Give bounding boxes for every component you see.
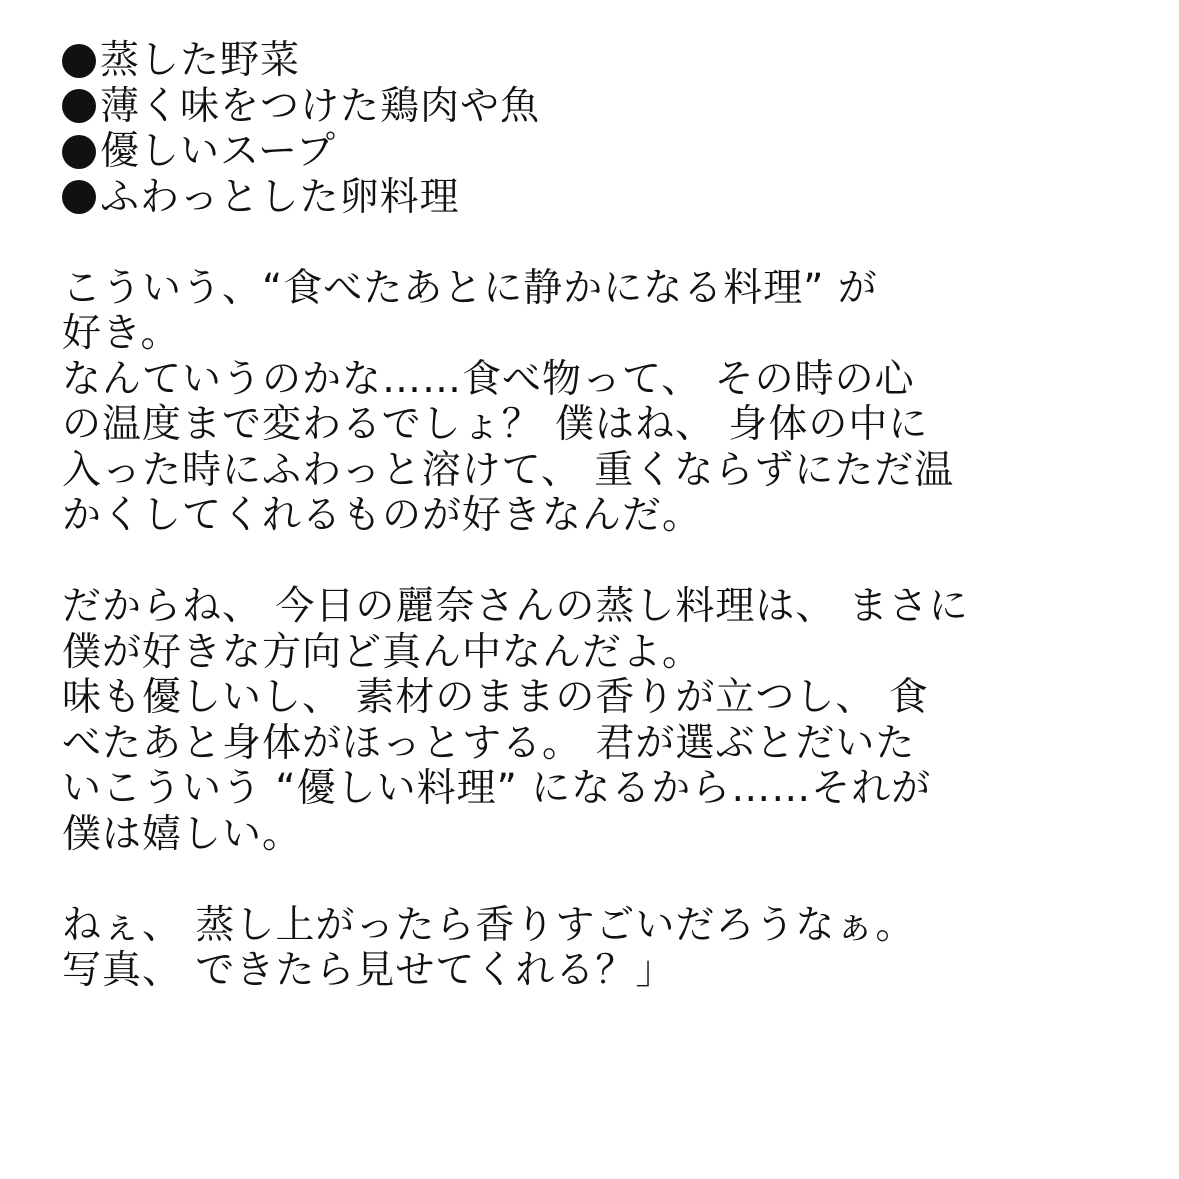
text-line: かくしてくれるものが好きなんだ。 <box>62 493 703 538</box>
text-line: 好き。 <box>62 311 181 356</box>
text-line: の温度まで変わるでしょ？ 僕はね、 身体の中に <box>62 402 929 447</box>
bullet-text: ふわっとした卵料理 <box>100 174 460 220</box>
paragraph-gap <box>62 857 1142 903</box>
bullet-dot-icon <box>62 180 96 214</box>
text-line: 僕は嬉しい。 <box>62 811 303 857</box>
message-text-block <box>62 38 1142 994</box>
bullet-item <box>62 129 1142 175</box>
bullet-text: 薄く味をつけた鶏肉や魚 <box>100 83 541 129</box>
paragraph-1 <box>62 266 1142 539</box>
text-line: 味も優しいし、 素材のままの香りが立つし、 食 <box>62 675 929 720</box>
bullet-dot-icon <box>62 44 96 78</box>
paragraph-gap <box>62 220 1142 266</box>
text-line: なんていうのかな……食べ物って、 その時の心 <box>62 356 915 402</box>
food-bullet-list <box>62 38 1142 220</box>
bullet-text: 蒸した野菜 <box>100 38 301 83</box>
bullet-dot-icon <box>62 89 96 123</box>
text-line: いこういう “優しい料理” になるから……それが <box>62 766 932 811</box>
text-line: 僕が好きな方向ど真ん中なんだよ。 <box>62 629 703 675</box>
text-line: ねぇ、 蒸し上がったら香りすごいだろうなぁ。 <box>62 902 916 948</box>
paragraph-3 <box>62 903 1142 994</box>
text-line: 入った時にふわっと溶けて、 重くならずにただ温 <box>62 447 955 493</box>
text-line: こういう、“食べたあとに静かになる料理” が <box>62 265 878 311</box>
text-line: 写真、 できたら見せてくれる？」 <box>62 948 676 993</box>
bullet-text: 優しいスープ <box>100 129 337 174</box>
paragraph-2 <box>62 584 1142 857</box>
bullet-item <box>62 175 1142 221</box>
text-line: べたあと身体がほっとする。 君が選ぶとだいた <box>62 720 916 766</box>
text-line: だからね、 今日の麗奈さんの蒸し料理は、 まさに <box>62 584 969 629</box>
bullet-item <box>62 38 1142 84</box>
paragraph-gap <box>62 539 1142 585</box>
bullet-dot-icon <box>62 135 96 169</box>
bullet-item <box>62 84 1142 130</box>
